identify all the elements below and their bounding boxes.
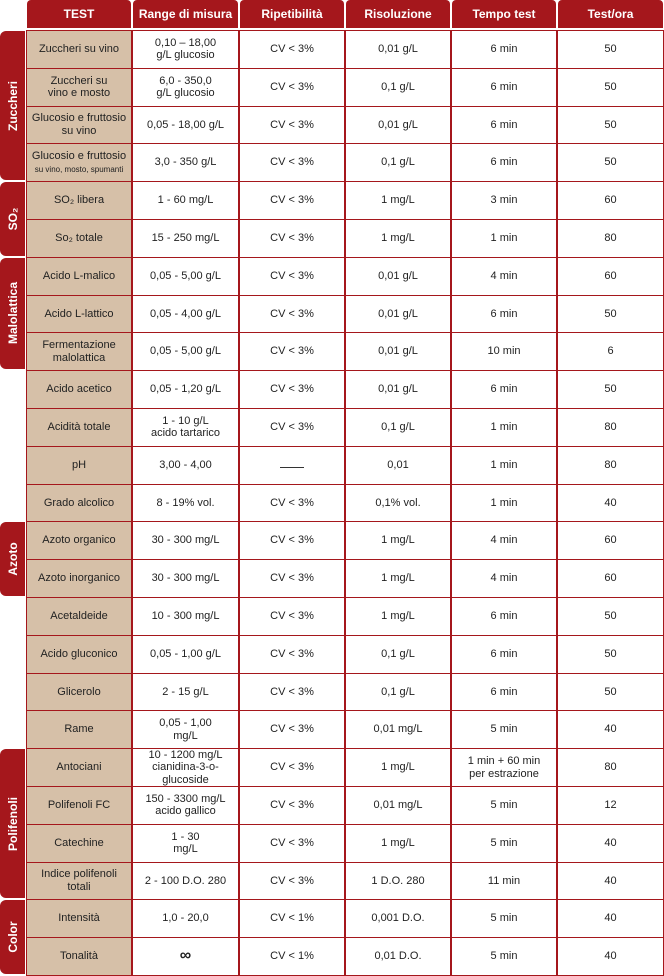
- cell-ris-row-2: 0,01 g/L: [345, 106, 451, 145]
- cell-rip-row-1: CV < 3%: [239, 68, 345, 107]
- cell-ris-row-22: 1 D.O. 280: [345, 862, 451, 901]
- cell-tempo-row-12: 1 min: [451, 484, 557, 523]
- cell-test-row-24: Tonalità: [26, 937, 132, 976]
- cell-test-row-14: Azoto inorganico: [26, 559, 132, 598]
- cell-ris-row-0: 0,01 g/L: [345, 30, 451, 69]
- cell-rip-row-11: [239, 446, 345, 485]
- cell-rip-row-5: CV < 3%: [239, 219, 345, 258]
- cell-range-row-22: 2 - 100 D.O. 280: [132, 862, 239, 901]
- cell-tempo-row-20: 5 min: [451, 786, 557, 825]
- cell-tempo-row-17: 6 min: [451, 673, 557, 712]
- cell-test-row-9: Acido acetico: [26, 370, 132, 409]
- cell-ora-row-0: 50: [557, 30, 664, 69]
- cell-tempo-row-18: 5 min: [451, 710, 557, 749]
- cell-test-row-17: Glicerolo: [26, 673, 132, 712]
- cell-ora-row-21: 40: [557, 824, 664, 863]
- cell-range-row-10: 1 - 10 g/L acido tartarico: [132, 408, 239, 447]
- cell-ris-row-10: 0,1 g/L: [345, 408, 451, 447]
- cell-test-row-0: Zuccheri su vino: [26, 30, 132, 69]
- cell-ris-row-11: 0,01: [345, 446, 451, 485]
- cell-ora-row-8: 6: [557, 332, 664, 371]
- cell-ora-row-4: 60: [557, 181, 664, 220]
- cell-ora-row-3: 50: [557, 143, 664, 182]
- cell-rip-row-9: CV < 3%: [239, 370, 345, 409]
- cell-rip-row-23: CV < 1%: [239, 899, 345, 938]
- cell-tempo-row-16: 6 min: [451, 635, 557, 674]
- cell-ora-row-10: 80: [557, 408, 664, 447]
- cell-ris-row-7: 0,01 g/L: [345, 295, 451, 334]
- cell-ora-row-23: 40: [557, 899, 664, 938]
- cell-range-row-8: 0,05 - 5,00 g/L: [132, 332, 239, 371]
- cell-range-row-13: 30 - 300 mg/L: [132, 521, 239, 560]
- header-tempo: Tempo test: [452, 0, 556, 28]
- group-label-4: Polifenoli: [0, 749, 25, 898]
- cell-ris-row-14: 1 mg/L: [345, 559, 451, 598]
- group-label-1: SO₂: [0, 182, 25, 256]
- header-ripetibilita: Ripetibilità: [240, 0, 344, 28]
- cell-range-row-16: 0,05 - 1,00 g/L: [132, 635, 239, 674]
- cell-ris-row-20: 0,01 mg/L: [345, 786, 451, 825]
- cell-rip-row-24: CV < 1%: [239, 937, 345, 976]
- cell-test-row-11: pH: [26, 446, 132, 485]
- cell-range-row-5: 15 - 250 mg/L: [132, 219, 239, 258]
- cell-ora-row-18: 40: [557, 710, 664, 749]
- cell-test-row-8: Fermentazione malolattica: [26, 332, 132, 371]
- cell-ris-row-3: 0,1 g/L: [345, 143, 451, 182]
- cell-ris-row-9: 0,01 g/L: [345, 370, 451, 409]
- group-label-0: Zuccheri: [0, 31, 25, 180]
- cell-ora-row-13: 60: [557, 521, 664, 560]
- group-label-5: Color: [0, 900, 25, 974]
- cell-rip-row-15: CV < 3%: [239, 597, 345, 636]
- header-risoluzione: Risoluzione: [346, 0, 450, 28]
- cell-test-row-22: Indice polifenoli totali: [26, 862, 132, 901]
- cell-rip-row-8: CV < 3%: [239, 332, 345, 371]
- cell-ora-row-14: 60: [557, 559, 664, 598]
- cell-range-row-24: ∞: [132, 937, 239, 976]
- cell-ora-row-24: 40: [557, 937, 664, 976]
- cell-ora-row-11: 80: [557, 446, 664, 485]
- cell-ora-row-15: 50: [557, 597, 664, 636]
- cell-ora-row-1: 50: [557, 68, 664, 107]
- cell-rip-row-21: CV < 3%: [239, 824, 345, 863]
- cell-ora-row-17: 50: [557, 673, 664, 712]
- cell-tempo-row-4: 3 min: [451, 181, 557, 220]
- cell-rip-row-19: CV < 3%: [239, 748, 345, 787]
- cell-ora-row-9: 50: [557, 370, 664, 409]
- cell-rip-row-13: CV < 3%: [239, 521, 345, 560]
- cell-rip-row-20: CV < 3%: [239, 786, 345, 825]
- cell-ris-row-13: 1 mg/L: [345, 521, 451, 560]
- cell-rip-row-3: CV < 3%: [239, 143, 345, 182]
- cell-ora-row-20: 12: [557, 786, 664, 825]
- cell-rip-row-14: CV < 3%: [239, 559, 345, 598]
- cell-range-row-21: 1 - 30 mg/L: [132, 824, 239, 863]
- cell-ora-row-22: 40: [557, 862, 664, 901]
- cell-tempo-row-6: 4 min: [451, 257, 557, 296]
- cell-range-row-3: 3,0 - 350 g/L: [132, 143, 239, 182]
- cell-test-row-19: Antociani: [26, 748, 132, 787]
- group-label-2: Malolattica: [0, 258, 25, 369]
- cell-test-row-7: Acido L-lattico: [26, 295, 132, 334]
- cell-range-row-12: 8 - 19% vol.: [132, 484, 239, 523]
- cell-rip-row-2: CV < 3%: [239, 106, 345, 145]
- cell-range-row-0: 0,10 – 18,00 g/L glucosio: [132, 30, 239, 69]
- header-test: TEST: [27, 0, 131, 28]
- cell-ris-row-5: 1 mg/L: [345, 219, 451, 258]
- cell-test-row-10: Acidità totale: [26, 408, 132, 447]
- cell-ris-row-4: 1 mg/L: [345, 181, 451, 220]
- cell-range-row-23: 1,0 - 20,0: [132, 899, 239, 938]
- cell-test-row-3: Glucosio e fruttosio su vino, mosto, spumanti: [26, 143, 132, 182]
- cell-rip-row-18: CV < 3%: [239, 710, 345, 749]
- cell-ris-row-21: 1 mg/L: [345, 824, 451, 863]
- cell-tempo-row-22: 11 min: [451, 862, 557, 901]
- dash-mark: [280, 467, 304, 468]
- cell-test-row-13: Azoto organico: [26, 521, 132, 560]
- cell-tempo-row-1: 6 min: [451, 68, 557, 107]
- cell-range-row-18: 0,05 - 1,00 mg/L: [132, 710, 239, 749]
- cell-rip-row-6: CV < 3%: [239, 257, 345, 296]
- cell-tempo-row-5: 1 min: [451, 219, 557, 258]
- cell-tempo-row-11: 1 min: [451, 446, 557, 485]
- cell-tempo-row-2: 6 min: [451, 106, 557, 145]
- cell-test-row-18: Rame: [26, 710, 132, 749]
- cell-ora-row-12: 40: [557, 484, 664, 523]
- cell-rip-row-22: CV < 3%: [239, 862, 345, 901]
- cell-range-row-20: 150 - 3300 mg/L acido gallico: [132, 786, 239, 825]
- cell-ris-row-6: 0,01 g/L: [345, 257, 451, 296]
- cell-rip-row-7: CV < 3%: [239, 295, 345, 334]
- cell-ris-row-17: 0,1 g/L: [345, 673, 451, 712]
- cell-test-row-1: Zuccheri su vino e mosto: [26, 68, 132, 107]
- cell-test-row-2: Glucosio e fruttosio su vino: [26, 106, 132, 145]
- cell-rip-row-10: CV < 3%: [239, 408, 345, 447]
- cell-tempo-row-7: 6 min: [451, 295, 557, 334]
- cell-tempo-row-24: 5 min: [451, 937, 557, 976]
- cell-range-row-11: 3,00 - 4,00: [132, 446, 239, 485]
- cell-test-row-20: Polifenoli FC: [26, 786, 132, 825]
- cell-range-row-1: 6,0 - 350,0 g/L glucosio: [132, 68, 239, 107]
- header-range: Range di misura: [133, 0, 238, 28]
- cell-tempo-row-10: 1 min: [451, 408, 557, 447]
- cell-ris-row-18: 0,01 mg/L: [345, 710, 451, 749]
- cell-tempo-row-19: 1 min + 60 min per estrazione: [451, 748, 557, 787]
- cell-tempo-row-0: 6 min: [451, 30, 557, 69]
- cell-test-row-4: SO₂ libera: [26, 181, 132, 220]
- cell-tempo-row-9: 6 min: [451, 370, 557, 409]
- cell-range-row-15: 10 - 300 mg/L: [132, 597, 239, 636]
- cell-tempo-row-13: 4 min: [451, 521, 557, 560]
- cell-ris-row-19: 1 mg/L: [345, 748, 451, 787]
- cell-ris-row-1: 0,1 g/L: [345, 68, 451, 107]
- cell-ora-row-5: 80: [557, 219, 664, 258]
- cell-range-row-17: 2 - 15 g/L: [132, 673, 239, 712]
- header-test-ora: Test/ora: [558, 0, 663, 28]
- cell-test-row-23: Intensità: [26, 899, 132, 938]
- cell-ora-row-19: 80: [557, 748, 664, 787]
- cell-tempo-row-8: 10 min: [451, 332, 557, 371]
- cell-ora-row-6: 60: [557, 257, 664, 296]
- cell-range-row-14: 30 - 300 mg/L: [132, 559, 239, 598]
- group-label-3: Azoto: [0, 522, 25, 596]
- cell-range-row-19: 10 - 1200 mg/L cianidina-3-o-glucoside: [132, 748, 239, 787]
- cell-ris-row-15: 1 mg/L: [345, 597, 451, 636]
- cell-ora-row-16: 50: [557, 635, 664, 674]
- cell-ris-row-16: 0,1 g/L: [345, 635, 451, 674]
- cell-range-row-2: 0,05 - 18,00 g/L: [132, 106, 239, 145]
- cell-rip-row-12: CV < 3%: [239, 484, 345, 523]
- cell-tempo-row-14: 4 min: [451, 559, 557, 598]
- cell-ris-row-12: 0,1% vol.: [345, 484, 451, 523]
- cell-tempo-row-15: 6 min: [451, 597, 557, 636]
- cell-range-row-9: 0,05 - 1,20 g/L: [132, 370, 239, 409]
- cell-range-row-7: 0,05 - 4,00 g/L: [132, 295, 239, 334]
- cell-test-row-12: Grado alcolico: [26, 484, 132, 523]
- cell-tempo-row-23: 5 min: [451, 899, 557, 938]
- cell-rip-row-4: CV < 3%: [239, 181, 345, 220]
- cell-ora-row-2: 50: [557, 106, 664, 145]
- cell-test-row-15: Acetaldeide: [26, 597, 132, 636]
- cell-tempo-row-21: 5 min: [451, 824, 557, 863]
- cell-rip-row-16: CV < 3%: [239, 635, 345, 674]
- cell-ris-row-23: 0,001 D.O.: [345, 899, 451, 938]
- cell-test-row-5: So₂ totale: [26, 219, 132, 258]
- cell-rip-row-17: CV < 3%: [239, 673, 345, 712]
- cell-tempo-row-3: 6 min: [451, 143, 557, 182]
- cell-range-row-6: 0,05 - 5,00 g/L: [132, 257, 239, 296]
- cell-test-row-16: Acido gluconico: [26, 635, 132, 674]
- cell-ris-row-8: 0,01 g/L: [345, 332, 451, 371]
- cell-range-row-4: 1 - 60 mg/L: [132, 181, 239, 220]
- cell-test-row-21: Catechine: [26, 824, 132, 863]
- cell-rip-row-0: CV < 3%: [239, 30, 345, 69]
- cell-ora-row-7: 50: [557, 295, 664, 334]
- cell-ris-row-24: 0,01 D.O.: [345, 937, 451, 976]
- cell-test-row-6: Acido L-malico: [26, 257, 132, 296]
